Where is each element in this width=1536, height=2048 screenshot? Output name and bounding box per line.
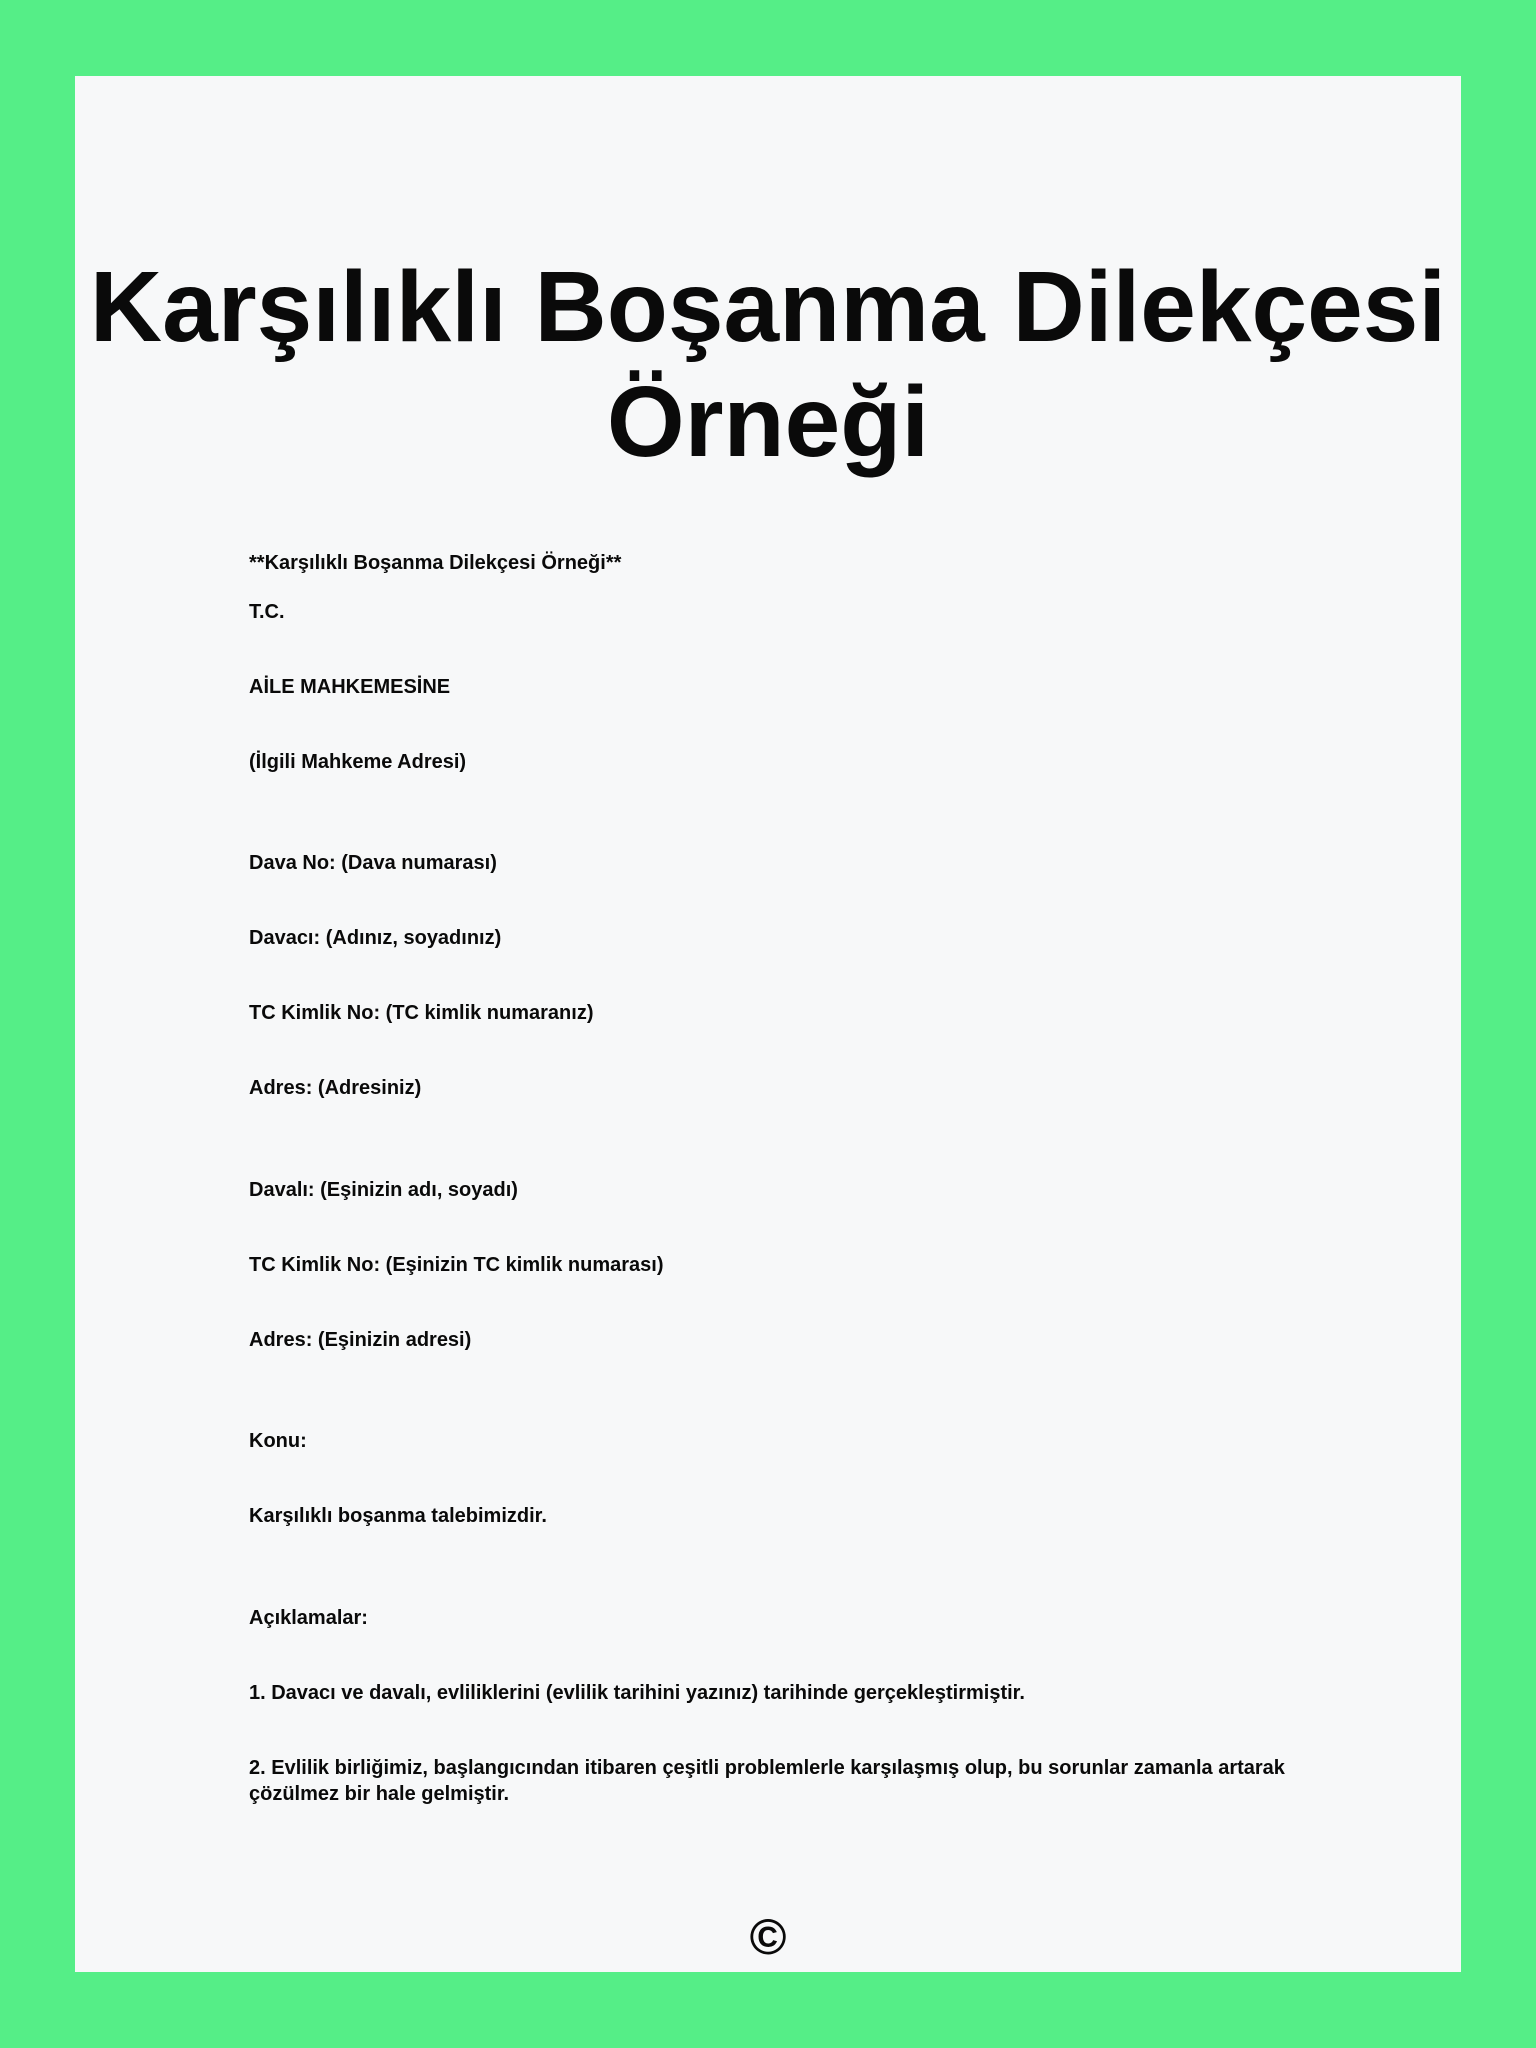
document-paragraph: Davalı: (Eşinizin adı, soyadı) <box>249 1178 518 1201</box>
document-paragraph: Karşılıklı boşanma talebimizdir. <box>249 1505 547 1527</box>
copyright-symbol: © <box>749 1908 787 1965</box>
document-paragraph: Adres: (Eşinizin adresi) <box>249 1328 472 1351</box>
document-paragraph: **Karşılıklı Boşanma Dilekçesi Örneği** <box>249 552 622 574</box>
document-paragraph: Konu: <box>249 1430 307 1452</box>
document-paragraph: 1. Davacı ve davalı, evliliklerini (evlilik tarihini yazınız) tarihinde gerçekleştirmiştir. <box>249 1681 1025 1704</box>
document-page <box>75 76 1461 1972</box>
document-paragraph: Dava No: (Dava numarası) <box>249 852 497 874</box>
document-paragraph: Davacı: (Adınız, soyadınız) <box>249 927 502 949</box>
document-paragraph: 2. Evlilik birliğimiz, başlangıcından itibaren çeşitli problemlerle karşılaşmış olup, bu sorunlar zamanla artarak çözülmez bir hale gelmiştir. <box>249 1756 1285 1805</box>
document-paragraph: T.C. <box>249 600 285 623</box>
document-paragraph: (İlgili Mahkeme Adresi) <box>249 750 467 773</box>
document-paragraph: Açıklamalar: <box>249 1606 368 1629</box>
document-paragraph: Adres: (Adresiniz) <box>249 1077 422 1099</box>
document-paragraph: AİLE MAHKEMESİNE <box>249 675 451 698</box>
document-paragraph: TC Kimlik No: (Eşinizin TC kimlik numarası) <box>249 1253 664 1276</box>
document-body <box>75 550 1461 1808</box>
document-paragraph: TC Kimlik No: (TC kimlik numaranız) <box>249 1002 594 1024</box>
page-title: Karşılıklı Boşanma Dilekçesi Örneği <box>89 251 1447 478</box>
